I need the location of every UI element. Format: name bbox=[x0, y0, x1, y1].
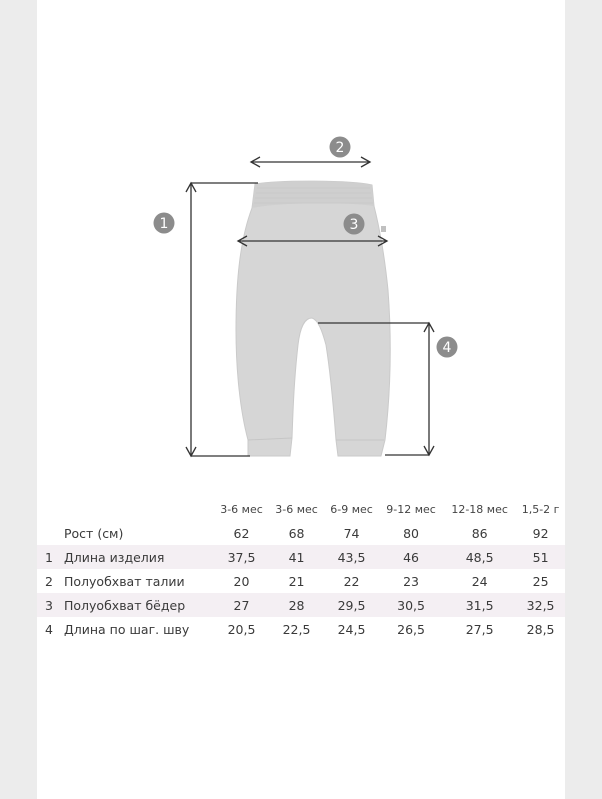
table-cell: 26,5 bbox=[397, 621, 425, 637]
table-cell: 41 bbox=[269, 545, 324, 569]
table-cell: 86 bbox=[443, 521, 516, 545]
size-header-row bbox=[37, 497, 565, 521]
size-column-header: 3-6 мес bbox=[220, 502, 263, 516]
size-column-header: 6-9 мес bbox=[330, 502, 373, 516]
table-cell: 29,5 bbox=[324, 593, 379, 617]
table-cell: 24 bbox=[471, 573, 488, 589]
svg-text:3: 3 bbox=[349, 217, 359, 233]
row-number: 2 bbox=[45, 573, 53, 589]
row-label: Полуобхват талии bbox=[64, 573, 185, 589]
size-column-header: 1,5-2 г bbox=[521, 502, 560, 516]
table-cell: 27 bbox=[214, 593, 269, 617]
size-column-header: 12-18 мес bbox=[451, 502, 508, 516]
table-cell: 25 bbox=[532, 573, 549, 589]
table-cell: 20 bbox=[233, 573, 250, 589]
table-cell: 20,5 bbox=[227, 621, 256, 637]
svg-text:4: 4 bbox=[442, 340, 452, 356]
table-cell: 22 bbox=[343, 573, 360, 589]
row-number: 3 bbox=[37, 593, 61, 617]
table-row-waist bbox=[37, 569, 565, 593]
table-cell: 32,5 bbox=[516, 593, 565, 617]
table-cell: 43,5 bbox=[324, 545, 379, 569]
table-row-length bbox=[37, 545, 565, 569]
table-cell: 28 bbox=[269, 593, 324, 617]
marker-2-badge bbox=[330, 137, 351, 158]
row-number: 1 bbox=[37, 545, 61, 569]
row-label: Полуобхват бёдер bbox=[61, 593, 214, 617]
svg-text:1: 1 bbox=[159, 216, 169, 232]
table-cell: 46 bbox=[379, 545, 443, 569]
table-cell: 92 bbox=[516, 521, 565, 545]
size-column-header: 3-6 мес bbox=[275, 502, 318, 516]
row-number: 4 bbox=[45, 621, 53, 637]
table-cell: 80 bbox=[379, 521, 443, 545]
marker-3-badge bbox=[344, 214, 365, 235]
table-cell: 74 bbox=[324, 521, 379, 545]
size-column-header: 9-12 мес bbox=[386, 502, 436, 516]
table-cell: 28,5 bbox=[526, 621, 555, 637]
table-cell: 24,5 bbox=[337, 621, 366, 637]
marker-1-badge bbox=[154, 213, 175, 234]
table-cell: 51 bbox=[516, 545, 565, 569]
table-cell: 30,5 bbox=[379, 593, 443, 617]
table-row-hips bbox=[37, 593, 565, 617]
table-cell: 48,5 bbox=[443, 545, 516, 569]
table-cell: 21 bbox=[288, 573, 305, 589]
table-cell: 37,5 bbox=[214, 545, 269, 569]
table-cell: 31,5 bbox=[443, 593, 516, 617]
row-label: Рост (см) bbox=[61, 521, 214, 545]
row-label: Длина изделия bbox=[61, 545, 214, 569]
pants-illustration bbox=[236, 181, 390, 456]
table-cell: 62 bbox=[214, 521, 269, 545]
table-cell: 68 bbox=[269, 521, 324, 545]
marker-4-badge bbox=[437, 337, 458, 358]
table-cell: 23 bbox=[403, 573, 420, 589]
table-row-height bbox=[37, 521, 565, 545]
svg-text:2: 2 bbox=[335, 140, 345, 156]
table-cell: 22,5 bbox=[282, 621, 311, 637]
table-cell: 27,5 bbox=[465, 621, 494, 637]
table-row-inseam bbox=[37, 617, 565, 641]
row-label: Длина по шаг. шву bbox=[64, 621, 190, 637]
size-table bbox=[37, 497, 565, 641]
